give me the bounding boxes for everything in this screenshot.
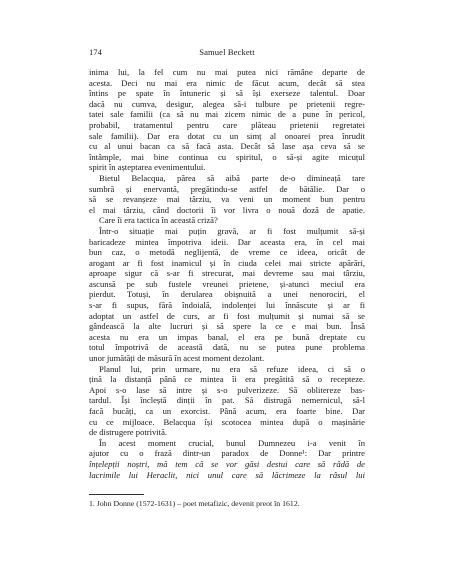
text-line: Apoi s-o lase să intre și s-o pulverizeze. Să oblitereze bas-	[89, 384, 365, 395]
text-line: sale familii). Dar era dotat cu un simț al onoarei prea înrudit	[89, 130, 365, 141]
page-number: 174	[89, 47, 102, 57]
text-line: înțelepții noștri, mă tem că se vor găsi destui care să râdă de	[89, 458, 365, 469]
text-line: dacă nu cumva, desigur, alegea să-i tulbure pe prietenii regre-	[89, 98, 365, 109]
text-line: s-ar fi supus, fără îndoială, indolenței lui înnăscute și ar fi	[89, 300, 365, 311]
text-line: Bietul Belacqua, părea să aibă parte de-o dimineață tare	[99, 172, 365, 183]
text-line: unor jumătăți de măsură în acest moment dezolant.	[89, 353, 265, 364]
text-line: spirit în așteptarea evenimentului.	[89, 162, 206, 173]
text-line: arogant ar fi fost inamicul și în ciuda celei mai stricte apărări,	[89, 257, 365, 268]
text-line: să se revanșeze mai târziu, va veni un moment bun pentru	[89, 194, 365, 205]
text-line: În acest moment crucial, bunul Dumnezeu i-a venit în	[99, 437, 365, 448]
text-line: tardul. Își încleștă dinții în pat. Să distrugă nemernicul, să-l	[89, 395, 365, 406]
text-line: ajutor cu o frază dintr-un paradox de Donne¹: Dar printre	[89, 448, 365, 459]
text-line: adoptat un astfel de curs, ar fi fost mulțumit și numai să se	[89, 310, 365, 321]
footnote: 1. John Donne (1572-1631) – poet metafizic, devenit preot în 1612.	[89, 499, 300, 508]
text-line: bun caz, o metodă neglijentă, de vreme ce ideea, oricât de	[89, 247, 365, 258]
text-line: totul împotrivă de această dată, nu se putea pune problema	[89, 342, 365, 353]
text-line: inima lui, la fel cum nu mai putea nici rămâne departe de	[89, 67, 365, 77]
text-line: gândească la alte lucruri și să spere la ce e mai bun. Însă	[89, 321, 365, 332]
text-line: acesta. Deci nu mai era nimic de făcut acum, decât să stea	[89, 77, 365, 88]
text-line: facă bucăți, ca un exorcist. Până acum, era foarte bine. Dar	[89, 406, 365, 416]
footnote-divider	[89, 494, 144, 495]
text-line: de distrugere potrivită.	[89, 427, 168, 438]
body-text	[89, 67, 365, 480]
text-line: acesta nu era un impas banal, el era pe bună dreptate cu	[89, 331, 365, 342]
text-line: tatei sale familii (ca să nu mai zicem nimic de a pune în pericol,	[89, 109, 365, 120]
text-line: întâmple, mai bine continua cu spiritul, o să-și agite micuțul	[89, 151, 365, 162]
text-line: sumbră și enervantă, pregătindu-se astfel de bătălie. Dar o	[89, 183, 365, 194]
text-line: lacrimile lui Heraclit, nici unul care să lăcrimeze la râsul lui	[89, 469, 365, 480]
text-line: cu ce mijloace. Belacqua își scotocea mintea după o mașinărie	[89, 416, 365, 427]
running-title: Samuel Beckett	[199, 47, 255, 57]
text-line: cu al unui bacan ca să facă asta. Decât să lase așa ceva să se	[89, 141, 365, 152]
text-line: Planul lui, prin urmare, nu era să refuze ideea, ci să o	[99, 363, 365, 374]
text-line: Care îi era tactica în această criză?	[99, 215, 218, 226]
page-header	[89, 47, 365, 61]
text-line: aproape sigur că s-ar fi strecurat, mai devreme sau mai târziu,	[89, 268, 365, 279]
text-line: el mai târziu, când doctorii îi vor livra o nouă doză de apatie.	[89, 204, 365, 215]
text-line: baricadeze mintea împotriva ideii. Dar aceasta era, în cel mai	[89, 236, 365, 247]
text-line: ascunsă pe sub fustele vreunei prietene, și-atunci meciul era	[89, 278, 365, 289]
text-line: țină la distanță până ce mintea îi era pregătită să o recepteze.	[89, 374, 365, 385]
text-line: probabil, tratamentul pentru care plăteau prietenii regretatei	[89, 119, 365, 130]
text-line: Într-o situație mai puțin gravă, ar fi fost mulțumit să-și	[99, 225, 365, 236]
text-line: pierdut. Totuși, în derularea obișnuită a unei nenorociri, el	[89, 289, 365, 300]
text-line: întins pe spate în întuneric și să își exerseze talentul. Doar	[89, 88, 365, 99]
